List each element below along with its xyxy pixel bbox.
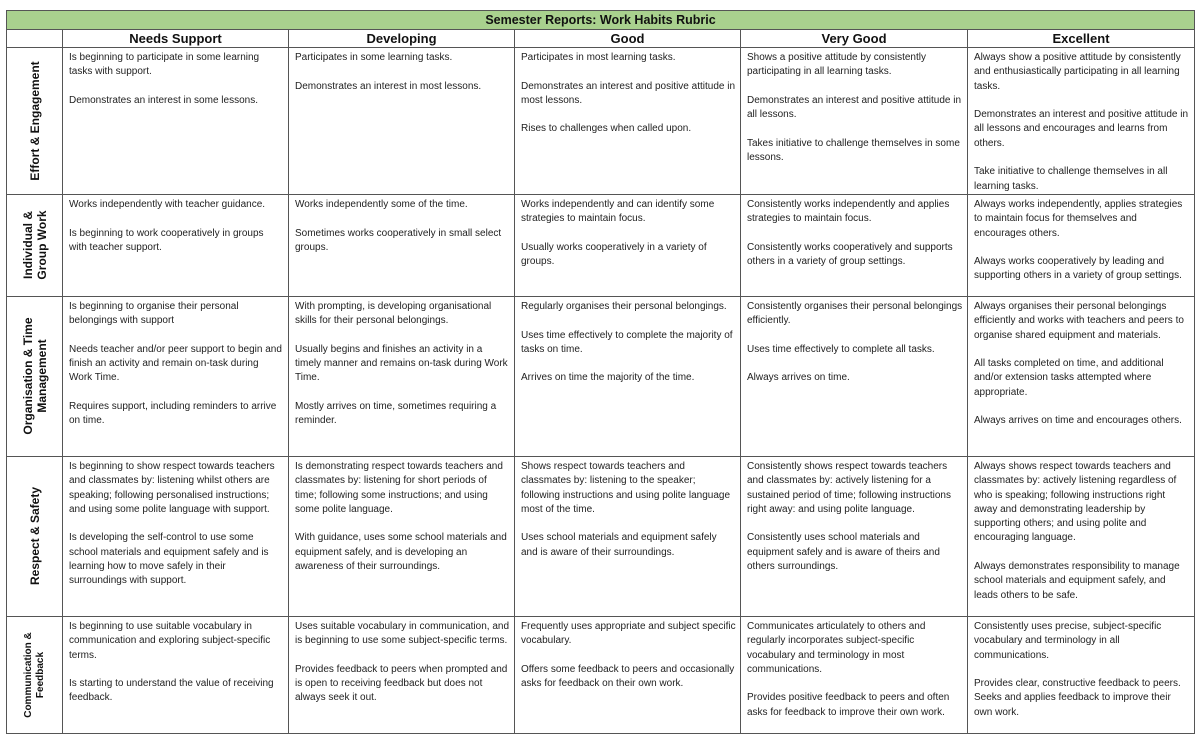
descriptor-cell-very-good xyxy=(741,456,968,616)
descriptor-text: Mostly arrives on time, sometimes requiring a reminder. xyxy=(295,401,497,427)
descriptor-text: Always arrives on time and encourages others. xyxy=(974,415,1182,427)
descriptor-cell-very-good xyxy=(741,616,968,733)
descriptor-cell-developing xyxy=(289,616,515,733)
descriptor-text: Always works independently, applies strategies to maintain focus for themselves and encourages others. xyxy=(974,198,1183,239)
descriptor-text: Is demonstrating respect towards teachers and classmates by: listening for short periods of time; following some instructions; and using some polite language. xyxy=(295,460,503,515)
descriptor-cell-developing xyxy=(289,194,515,296)
rubric-row-respect-and-safety xyxy=(7,456,1195,616)
descriptor-cell-very-good xyxy=(741,296,968,456)
descriptor-cell-excellent xyxy=(968,296,1195,456)
category-label xyxy=(21,318,49,435)
descriptor-text: Consistently shows respect towards teachers and classmates by: actively listening for a sustained period of time; following instructions right away: and using polite language. xyxy=(747,460,951,515)
level-header-excellent: Excellent xyxy=(968,30,1195,48)
category-label-line: Individual & xyxy=(20,211,35,280)
descriptor-text: Arrives on time the majority of the time. xyxy=(521,372,695,384)
category-label-line: Communication & xyxy=(22,632,34,718)
descriptor-text: Works independently and can identify some strategies to maintain focus. xyxy=(521,198,715,225)
descriptor-text: Consistently works cooperatively and supports others in a variety of group settings. xyxy=(747,241,953,268)
category-label-line: Organisation & Time xyxy=(20,317,35,436)
descriptor-text: Demonstrates an interest and positive attitude in all lessons and encourages and learns from others. xyxy=(974,109,1189,149)
descriptor-text: Take initiative to challenge themselves in all learning tasks. xyxy=(974,166,1168,192)
descriptor-text: Works independently with teacher guidance. xyxy=(69,198,266,210)
descriptor-text: Is beginning to organise their personal belongings with support xyxy=(69,300,239,327)
level-header-row xyxy=(7,30,1195,48)
descriptor-cell-needs-support xyxy=(63,194,289,296)
descriptor-text: Provides positive feedback to peers and often asks for feedback to improve their own work. xyxy=(747,692,950,718)
descriptor-cell-good xyxy=(515,194,741,296)
descriptor-text: Consistently organises their personal belongings efficiently. xyxy=(747,300,963,327)
descriptor-text: Offers some feedback to peers and occasionally asks for feedback on their own work. xyxy=(521,663,735,690)
category-cell xyxy=(7,296,63,456)
descriptor-text: Consistently uses precise, subject-specific vocabulary and terminology in all communications. xyxy=(974,620,1162,661)
descriptor-cell-excellent xyxy=(968,48,1195,195)
descriptor-text: Usually begins and finishes an activity in a timely manner and remains on-task during Work Time. xyxy=(295,343,508,384)
descriptor-cell-good xyxy=(515,48,741,195)
descriptor-text: Provides clear, constructive feedback to peers. Seeks and applies feedback to improve their own work. xyxy=(974,678,1181,718)
descriptor-text: Regularly organises their personal belongings. xyxy=(521,300,727,312)
rubric-row-organisation-and-time-management xyxy=(7,296,1195,456)
category-label xyxy=(21,211,49,280)
descriptor-text: Is beginning to work cooperatively in groups with teacher support. xyxy=(69,227,264,253)
descriptor-cell-needs-support xyxy=(63,48,289,195)
category-cell xyxy=(7,48,63,195)
descriptor-text: Usually works cooperatively in a variety of groups. xyxy=(521,241,707,268)
descriptor-text: Frequently uses appropriate and subject specific vocabulary. xyxy=(521,620,736,647)
descriptor-text: Shows a positive attitude by consistently participating in all learning tasks. xyxy=(747,52,926,78)
level-header-developing: Developing xyxy=(289,30,515,48)
descriptor-text: Is beginning to show respect towards teachers and classmates by: listening whilst others are speaking; following personalised instructions; and using some polite language with support. xyxy=(69,460,275,515)
descriptor-text: Demonstrates an interest and positive attitude in all lessons. xyxy=(747,94,962,121)
descriptor-text: Provides feedback to peers when prompted and is open to receiving feedback but does not always seek it out. xyxy=(295,663,508,704)
descriptor-text: Always show a positive attitude by consistently and enthusiastically participating in all learning tasks. xyxy=(974,52,1181,92)
category-label xyxy=(28,487,42,585)
descriptor-text: With guidance, uses some school materials and equipment safely, and is developing an awareness of their surroundings. xyxy=(295,532,507,573)
rubric-body xyxy=(7,11,1195,734)
descriptor-text: Always demonstrates responsibility to manage school materials and equipment safely, and leads others to be safe. xyxy=(974,561,1180,601)
descriptor-text: Consistently uses school materials and equipment safely and is aware of theirs and others surroundings. xyxy=(747,532,940,573)
descriptor-text: Requires support, including reminders to arrive on time. xyxy=(69,401,277,427)
rubric-row-individual-and-group-work xyxy=(7,194,1195,296)
descriptor-cell-good xyxy=(515,616,741,733)
descriptor-text: Demonstrates an interest in some lessons. xyxy=(69,94,258,106)
descriptor-text: Sometimes works cooperatively in small select groups. xyxy=(295,227,502,253)
descriptor-text: Demonstrates an interest in most lessons. xyxy=(295,80,482,92)
descriptor-text: Shows respect towards teachers and classmates by: listening to the speaker; following instructions and using polite language most of the time. xyxy=(521,460,731,515)
descriptor-cell-developing xyxy=(289,48,515,195)
descriptor-text: All tasks completed on time, and additional and/or extension tasks attempted where appropriate. xyxy=(974,358,1164,398)
descriptor-text: Uses suitable vocabulary in communication, and is beginning to use some subject-specific terms. xyxy=(295,620,509,647)
descriptor-cell-needs-support xyxy=(63,456,289,616)
category-label xyxy=(23,632,47,718)
descriptor-text: Uses time effectively to complete the majority of tasks on time. xyxy=(521,329,733,355)
descriptor-text: Always arrives on time. xyxy=(747,372,850,384)
descriptor-text: Is developing the self-control to use some school materials and equipment safely and is learning how to move safely in their surroundings with support. xyxy=(69,532,269,587)
descriptor-cell-very-good xyxy=(741,48,968,195)
category-label-line: Respect & Safety xyxy=(27,487,42,586)
level-header-good: Good xyxy=(515,30,741,48)
category-label-line: Effort & Engagement xyxy=(27,61,42,181)
descriptor-text: Is beginning to use suitable vocabulary in communication and exploring subject-specific terms. xyxy=(69,620,271,661)
descriptor-text: Is beginning to participate in some learning tasks with support. xyxy=(69,52,260,78)
header-corner-cell xyxy=(7,30,63,48)
descriptor-text: Uses time effectively to complete all tasks. xyxy=(747,343,935,355)
descriptor-text: Always works cooperatively by leading and supporting others in a variety of group settings. xyxy=(974,256,1182,282)
category-label-line: Management xyxy=(34,339,49,414)
descriptor-cell-needs-support xyxy=(63,616,289,733)
descriptor-text: Participates in some learning tasks. xyxy=(295,52,453,63)
descriptor-text: Always organises their personal belongings efficiently and works with teachers and peers to organise shared equipment and materials. xyxy=(974,300,1184,341)
descriptor-text: Needs teacher and/or peer support to begin and finish an activity and remain on-task during Work Time. xyxy=(69,343,282,384)
descriptor-text: Participates in most learning tasks. xyxy=(521,52,676,63)
descriptor-text: Demonstrates an interest and positive attitude in most lessons. xyxy=(521,80,736,106)
descriptor-text: Works independently some of the time. xyxy=(295,198,468,210)
descriptor-text: With prompting, is developing organisational skills for their personal belongings. xyxy=(295,300,492,327)
rubric-row-communication-and-feedback xyxy=(7,616,1195,733)
descriptor-cell-good xyxy=(515,296,741,456)
rubric-row-effort-and-engagement xyxy=(7,48,1195,195)
category-cell xyxy=(7,616,63,733)
descriptor-cell-developing xyxy=(289,296,515,456)
category-cell xyxy=(7,456,63,616)
category-label-line: Feedback xyxy=(34,651,46,699)
descriptor-text: Is starting to understand the value of receiving feedback. xyxy=(69,678,274,704)
work-habits-rubric-table xyxy=(6,10,1195,734)
category-cell xyxy=(7,194,63,296)
descriptor-text: Rises to challenges when called upon. xyxy=(521,123,692,135)
descriptor-cell-developing xyxy=(289,456,515,616)
descriptor-cell-excellent xyxy=(968,616,1195,733)
descriptor-text: Consistently works independently and applies strategies to maintain focus. xyxy=(747,198,950,225)
descriptor-cell-very-good xyxy=(741,194,968,296)
descriptor-cell-needs-support xyxy=(63,296,289,456)
descriptor-text: Takes initiative to challenge themselves in some lessons. xyxy=(747,137,960,164)
level-header-very-good: Very Good xyxy=(741,30,968,48)
descriptor-cell-good xyxy=(515,456,741,616)
descriptor-text: Always shows respect towards teachers and classmates by: actively listening regardless of who is speaking; following instructions right away and demonstrating leadership by supporting others; and using polite and encouraging language. xyxy=(974,460,1177,544)
level-header-needs-support: Needs Support xyxy=(63,30,289,48)
rubric-title: Semester Reports: Work Habits Rubric xyxy=(7,11,1195,30)
category-label-line: Group Work xyxy=(34,210,49,281)
descriptor-text: Communicates articulately to others and regularly incorporates subject-specific vocabulary and terminology in most communications. xyxy=(747,620,926,675)
descriptor-text: Uses school materials and equipment safely and is aware of their surroundings. xyxy=(521,532,717,558)
descriptor-cell-excellent xyxy=(968,194,1195,296)
category-label xyxy=(28,61,42,180)
descriptor-cell-excellent xyxy=(968,456,1195,616)
